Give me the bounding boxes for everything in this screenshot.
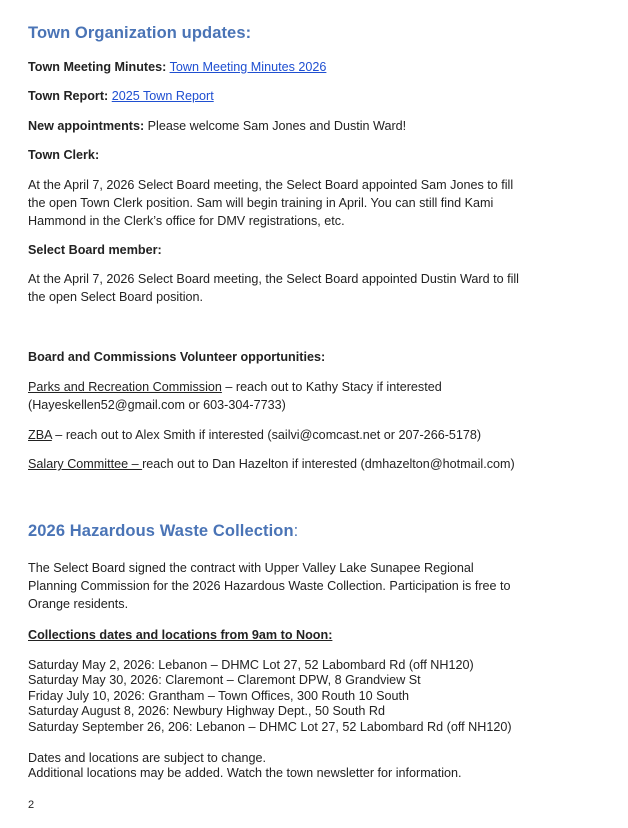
hazardous-intro-line: Planning Commission for the 2026 Hazardous Waste Collection. Participation is free to: [28, 579, 511, 593]
clerk-paragraph-line: Hammond in the Clerk’s office for DMV registrations, etc.: [28, 214, 345, 228]
parks-contact: (Hayeskellen52@gmail.com or 603-304-7733): [28, 398, 286, 412]
page-number: 2: [28, 799, 35, 811]
collection-date: Friday July 10, 2026: Grantham – Town Offices, 300 Routh 10 South: [28, 689, 410, 703]
town-organization-heading: Town Organization updates:: [28, 24, 252, 42]
collection-date: Saturday August 8, 2026: Newbury Highway Dept., 50 South Rd: [28, 704, 386, 718]
zba-text: – reach out to Alex Smith if interested (sailvi@comcast.net or 207-266-5178): [51, 428, 482, 442]
collection-date: Saturday May 2, 2026: Lebanon – DHMC Lot 27, 52 Labombard Rd (off NH120): [28, 658, 474, 672]
select-paragraph-line: the open Select Board position.: [28, 290, 204, 304]
salary-line: [28, 456, 515, 472]
appointments-text: Please welcome Sam Jones and Dustin Ward!: [144, 119, 407, 133]
collection-date: Saturday May 30, 2026: Claremont – Claremont DPW, 8 Grandview St: [28, 673, 421, 687]
note-line: Additional locations may be added. Watch the town newsletter for information.: [28, 766, 462, 780]
zba-line: [28, 427, 481, 443]
hazardous-intro-line: Orange residents.: [28, 597, 129, 611]
report-link[interactable]: 2025 Town Report: [111, 89, 214, 103]
minutes-link[interactable]: Town Meeting Minutes 2026: [169, 60, 327, 74]
town-clerk-heading: Town Clerk:: [28, 148, 100, 162]
report-line: [28, 88, 214, 104]
parks-link[interactable]: Parks and Recreation Commission: [28, 380, 222, 394]
salary-text: reach out to Dan Hazelton if interested (dmhazelton@hotmail.com): [142, 457, 515, 471]
zba-link[interactable]: ZBA: [28, 428, 52, 442]
select-board-heading: Select Board member:: [28, 243, 162, 257]
note-line: Dates and locations are subject to change.: [28, 751, 267, 765]
select-paragraph-line: At the April 7, 2026 Select Board meeting, the Select Board appointed Dustin Ward to fill: [28, 272, 519, 286]
volunteer-heading: Board and Commissions Volunteer opportunities:: [28, 350, 326, 364]
hazardous-title: 2026 Hazardous Waste Collection: [28, 522, 294, 540]
minutes-label: Town Meeting Minutes:: [28, 60, 167, 74]
hazardous-waste-heading: [28, 523, 298, 539]
parks-line: [28, 379, 442, 395]
minutes-line: [28, 59, 326, 75]
clerk-paragraph-line: At the April 7, 2026 Select Board meeting, the Select Board appointed Sam Jones to fill: [28, 178, 514, 192]
hazardous-title-colon: :: [293, 522, 299, 540]
salary-link[interactable]: Salary Committee –: [28, 457, 143, 471]
collections-heading: Collections dates and locations from 9am to Noon:: [28, 628, 333, 642]
collection-date: Saturday September 26, 206: Lebanon – DHMC Lot 27, 52 Labombard Rd (off NH120): [28, 720, 512, 734]
appointments-label: New appointments:: [28, 119, 145, 133]
report-label: Town Report:: [28, 89, 109, 103]
parks-text: – reach out to Kathy Stacy if interested: [221, 380, 442, 394]
clerk-paragraph-line: the open Town Clerk position. Sam will begin training in April. You can still find Kami: [28, 196, 494, 210]
appointments-line: [28, 118, 406, 134]
hazardous-intro-line: The Select Board signed the contract with Upper Valley Lake Sunapee Regional: [28, 561, 474, 575]
